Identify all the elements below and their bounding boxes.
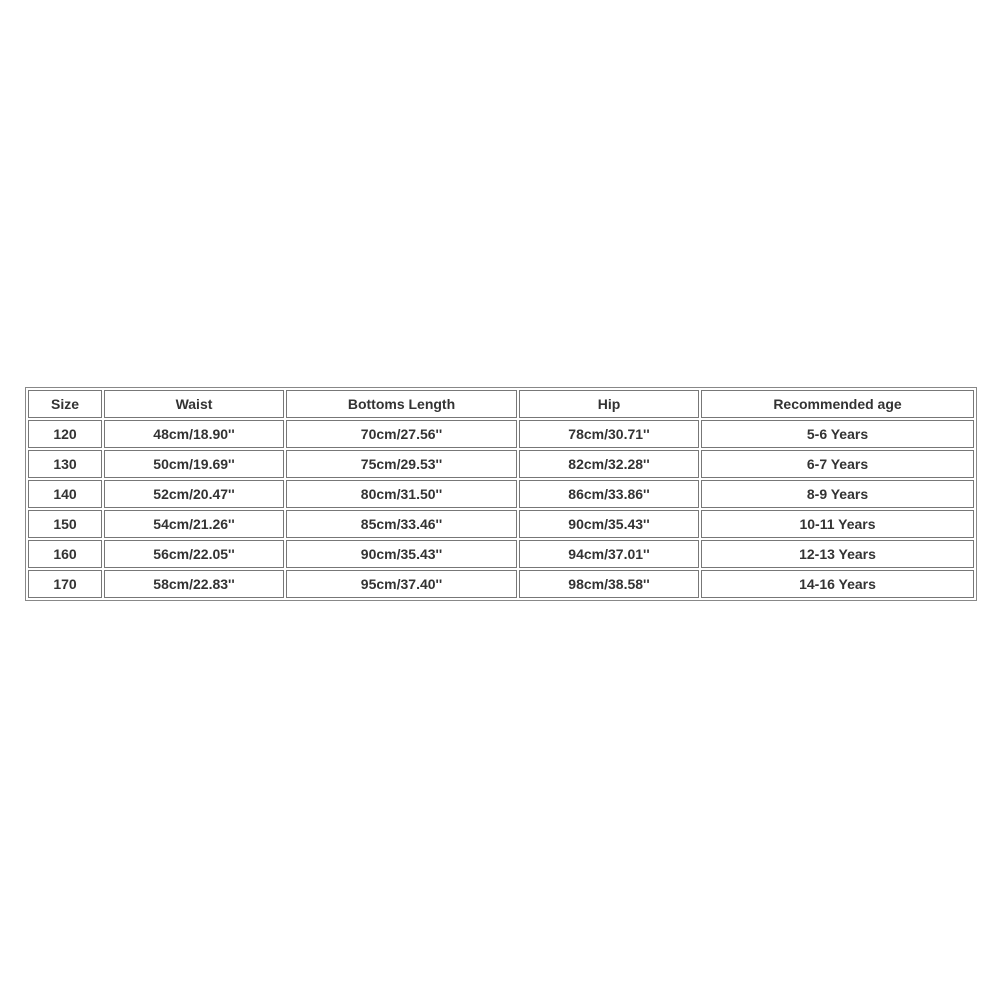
cell-size: 160: [28, 540, 102, 568]
cell-waist: 50cm/19.69'': [104, 450, 284, 478]
cell-hip: 94cm/37.01'': [519, 540, 699, 568]
cell-recommended-age: 6-7 Years: [701, 450, 974, 478]
cell-bottoms-length: 85cm/33.46'': [286, 510, 517, 538]
cell-waist: 48cm/18.90'': [104, 420, 284, 448]
cell-size: 140: [28, 480, 102, 508]
cell-recommended-age: 8-9 Years: [701, 480, 974, 508]
cell-recommended-age: 12-13 Years: [701, 540, 974, 568]
cell-bottoms-length: 90cm/35.43'': [286, 540, 517, 568]
cell-recommended-age: 10-11 Years: [701, 510, 974, 538]
header-recommended-age: Recommended age: [701, 390, 974, 418]
header-size: Size: [28, 390, 102, 418]
cell-hip: 98cm/38.58'': [519, 570, 699, 598]
header-row: [28, 390, 974, 418]
table-row: [28, 570, 974, 598]
cell-waist: 54cm/21.26'': [104, 510, 284, 538]
cell-hip: 78cm/30.71'': [519, 420, 699, 448]
header-bottoms-length: Bottoms Length: [286, 390, 517, 418]
table-row: [28, 480, 974, 508]
cell-bottoms-length: 80cm/31.50'': [286, 480, 517, 508]
cell-hip: 82cm/32.28'': [519, 450, 699, 478]
table-row: [28, 420, 974, 448]
table-row: [28, 510, 974, 538]
header-hip: Hip: [519, 390, 699, 418]
size-chart-table: [25, 387, 977, 601]
header-waist: Waist: [104, 390, 284, 418]
cell-bottoms-length: 75cm/29.53'': [286, 450, 517, 478]
table-row: [28, 540, 974, 568]
cell-bottoms-length: 70cm/27.56'': [286, 420, 517, 448]
table-row: [28, 450, 974, 478]
cell-bottoms-length: 95cm/37.40'': [286, 570, 517, 598]
cell-recommended-age: 5-6 Years: [701, 420, 974, 448]
cell-size: 120: [28, 420, 102, 448]
cell-hip: 86cm/33.86'': [519, 480, 699, 508]
cell-hip: 90cm/35.43'': [519, 510, 699, 538]
cell-waist: 56cm/22.05'': [104, 540, 284, 568]
cell-size: 150: [28, 510, 102, 538]
cell-size: 170: [28, 570, 102, 598]
cell-recommended-age: 14-16 Years: [701, 570, 974, 598]
cell-waist: 52cm/20.47'': [104, 480, 284, 508]
cell-waist: 58cm/22.83'': [104, 570, 284, 598]
cell-size: 130: [28, 450, 102, 478]
